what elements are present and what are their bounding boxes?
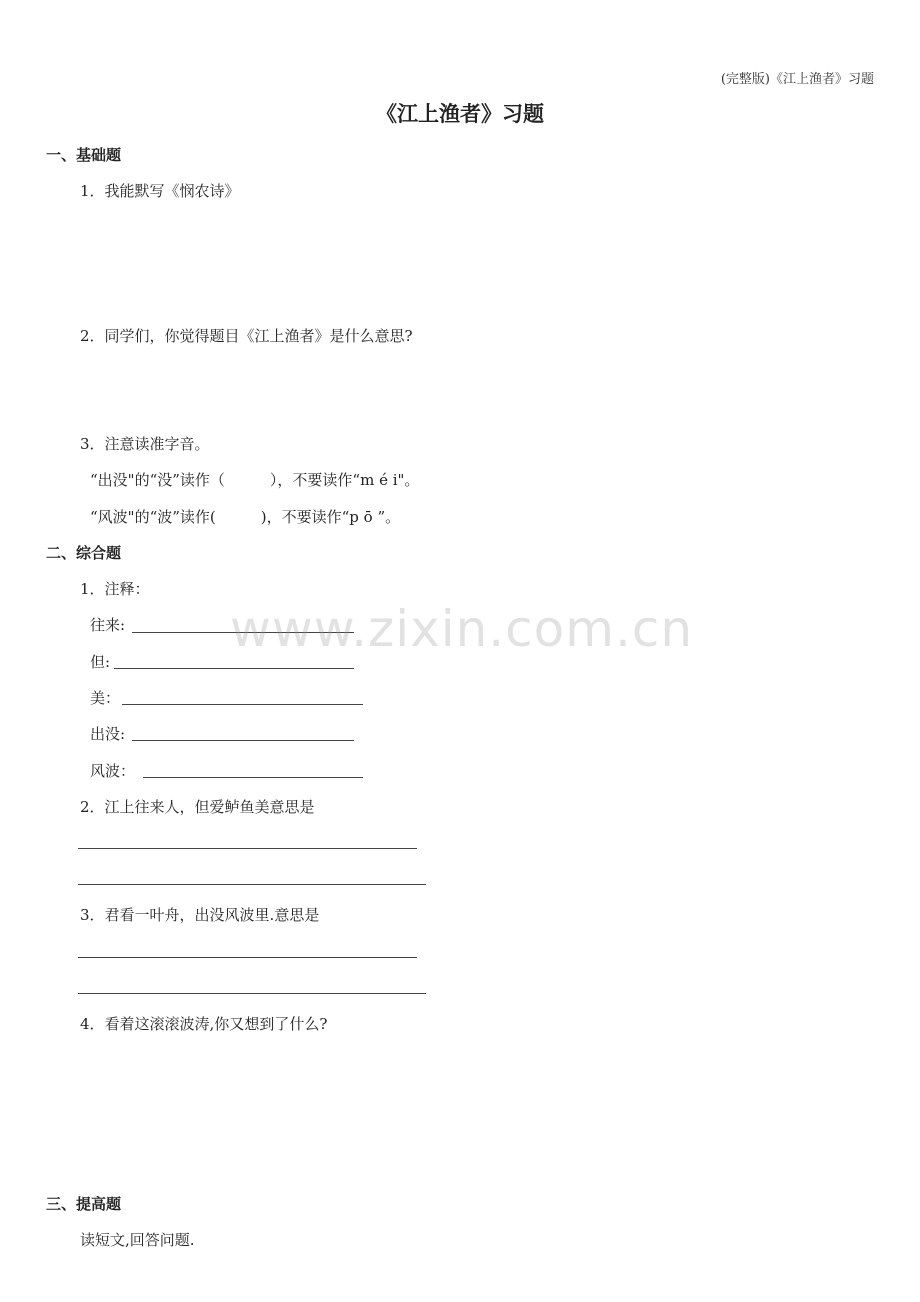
- section-2-heading: 二、综合题: [46, 544, 122, 562]
- note-label-chumo: 出没:: [90, 725, 126, 743]
- note-label-dan: 但:: [90, 653, 111, 671]
- section-3-heading: 三、提高题: [46, 1195, 122, 1213]
- question-1-3: 3．注意读准字音。: [80, 435, 210, 453]
- question-2-3: 3．君看一叶舟，出没风波里.意思是: [80, 906, 320, 924]
- section-3-intro: 读短文,回答问题.: [80, 1231, 195, 1249]
- watermark: www.zixin.com.cn: [230, 600, 694, 658]
- note-answer-line[interactable]: [132, 740, 354, 741]
- question-1-1: 1．我能默写《悯农诗》: [80, 182, 240, 200]
- answer-line[interactable]: [78, 884, 426, 885]
- question-2-4: 4．看着这滚滚波涛,你又想到了什么?: [80, 1015, 328, 1033]
- note-label-wanglai: 往来:: [90, 616, 126, 634]
- note-answer-line[interactable]: [122, 704, 363, 705]
- page-title: 《江上渔者》习题: [376, 101, 544, 126]
- note-answer-line[interactable]: [114, 668, 354, 669]
- pronunciation-line-2: “风波"的“波”读作( )，不要读作“p ō ”。: [90, 508, 401, 526]
- section-1-heading: 一、基础题: [46, 146, 122, 164]
- pronunciation-line-1: “出没"的“没”读作（ ），不要读作“m é i"。: [90, 471, 420, 489]
- question-2-2: 2．江上往来人，但爱鲈鱼美意思是: [80, 798, 315, 816]
- answer-line[interactable]: [78, 848, 417, 849]
- note-label-fengbo: 风波：: [90, 762, 136, 780]
- note-answer-line[interactable]: [143, 777, 363, 778]
- question-2-1: 1．注释：: [80, 580, 150, 598]
- question-1-2: 2．同学们，你觉得题目《江上渔者》是什么意思?: [80, 327, 413, 345]
- answer-line[interactable]: [78, 993, 426, 994]
- note-label-mei: 美：: [90, 689, 121, 707]
- page-header: (完整版)《江上渔者》习题: [720, 72, 874, 87]
- answer-line[interactable]: [78, 957, 417, 958]
